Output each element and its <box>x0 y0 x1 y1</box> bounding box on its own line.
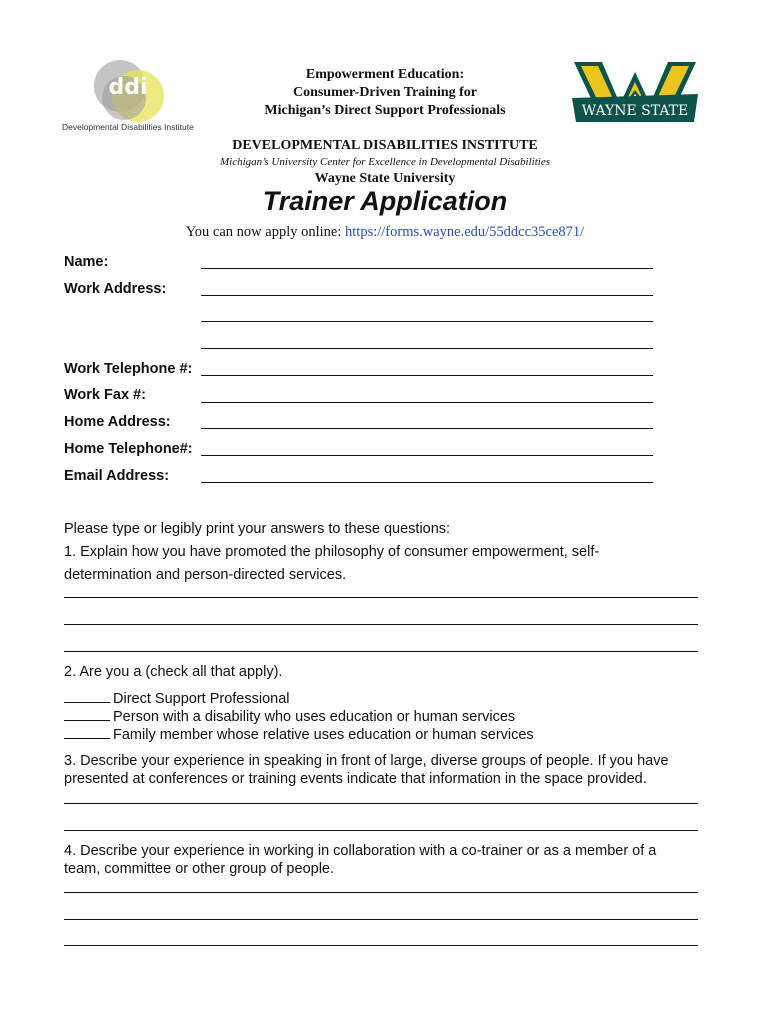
work-address-field-1[interactable] <box>201 295 653 296</box>
questions-intro: Please type or legibly print your answers to these questions: <box>64 521 451 537</box>
work-telephone-field[interactable] <box>201 375 653 376</box>
work-telephone-label: Work Telephone #: <box>64 361 193 377</box>
check-blank[interactable] <box>64 690 110 703</box>
header-title-block <box>180 66 590 120</box>
online-apply-link[interactable]: https://forms.wayne.edu/55ddcc35ce871/ <box>345 224 585 240</box>
question-3-answer-line-1[interactable] <box>64 803 698 804</box>
question-3-answer-line-2[interactable] <box>64 830 698 831</box>
ddi-logo-text: ddi <box>108 75 148 100</box>
form-title: Trainer Application <box>262 186 508 216</box>
work-fax-field[interactable] <box>201 402 653 403</box>
email-field[interactable] <box>201 482 653 483</box>
check-blank[interactable] <box>64 726 110 739</box>
work-address-field-3[interactable] <box>201 348 653 349</box>
check-blank[interactable] <box>64 708 110 721</box>
home-telephone-field[interactable] <box>201 455 653 456</box>
header-title-line-1: Empowerment Education: <box>305 67 465 82</box>
option-label: Person with a disability who uses education or human services <box>113 709 516 725</box>
question-1-answer-line-2[interactable] <box>64 624 698 625</box>
name-label: Name: <box>64 254 109 270</box>
work-address-field-2[interactable] <box>201 321 653 322</box>
online-apply-line <box>120 224 650 241</box>
email-label: Email Address: <box>64 468 170 484</box>
home-address-label: Home Address: <box>64 414 171 430</box>
work-fax-label: Work Fax #: <box>64 387 146 403</box>
question-1-line-1: 1. Explain how you have promoted the philosophy of consumer empowerment, self- <box>64 544 600 560</box>
question-4-answer-line-1[interactable] <box>64 892 698 893</box>
question-3-line-1: 3. Describe your experience in speaking in front of large, diverse groups of people. If you have <box>64 753 669 769</box>
work-address-label: Work Address: <box>64 281 167 297</box>
header-title-line-3: Michigan’s Direct Support Professionals <box>264 103 506 118</box>
wayne-state-logo <box>572 60 698 136</box>
option-label: Family member whose relative uses education or human services <box>113 727 534 743</box>
question-4-line-2: team, committee or other group of people. <box>64 861 335 877</box>
header-title-line-2: Consumer-Driven Training for <box>292 85 478 100</box>
question-4-answer-line-2[interactable] <box>64 919 698 920</box>
wayne-state-logo-text: WAYNE STATE <box>581 103 689 119</box>
institute-name: DEVELOPMENTAL DISABILITIES INSTITUTE <box>232 138 538 153</box>
name-field[interactable] <box>201 268 653 269</box>
home-telephone-label: Home Telephone#: <box>64 441 193 457</box>
option-label: Direct Support Professional <box>113 691 290 707</box>
university-name: Wayne State University <box>314 171 456 186</box>
ddi-caption: Developmental Disabilities Institute <box>62 122 194 132</box>
question-4-answer-line-3[interactable] <box>64 945 698 946</box>
online-apply-prefix: You can now apply online: <box>185 224 346 240</box>
home-address-field[interactable] <box>201 428 653 429</box>
question-3-line-2: presented at conferences or training events indicate that information in the space provided. <box>64 771 647 787</box>
question-1-answer-line-1[interactable] <box>64 597 698 598</box>
question-2-option-2[interactable] <box>64 708 515 725</box>
question-1-answer-line-3[interactable] <box>64 651 698 652</box>
question-1-line-2: determination and person-directed services. <box>64 567 347 583</box>
center-description: Michigan’s University Center for Excellence in Developmental Disabilities <box>219 156 551 168</box>
question-2-option-3[interactable] <box>64 726 534 743</box>
question-2: 2. Are you a (check all that apply). <box>64 664 283 680</box>
question-4-line-1: 4. Describe your experience in working in collaboration with a co-trainer or as a member of a <box>64 843 657 859</box>
question-2-option-1[interactable] <box>64 690 290 707</box>
